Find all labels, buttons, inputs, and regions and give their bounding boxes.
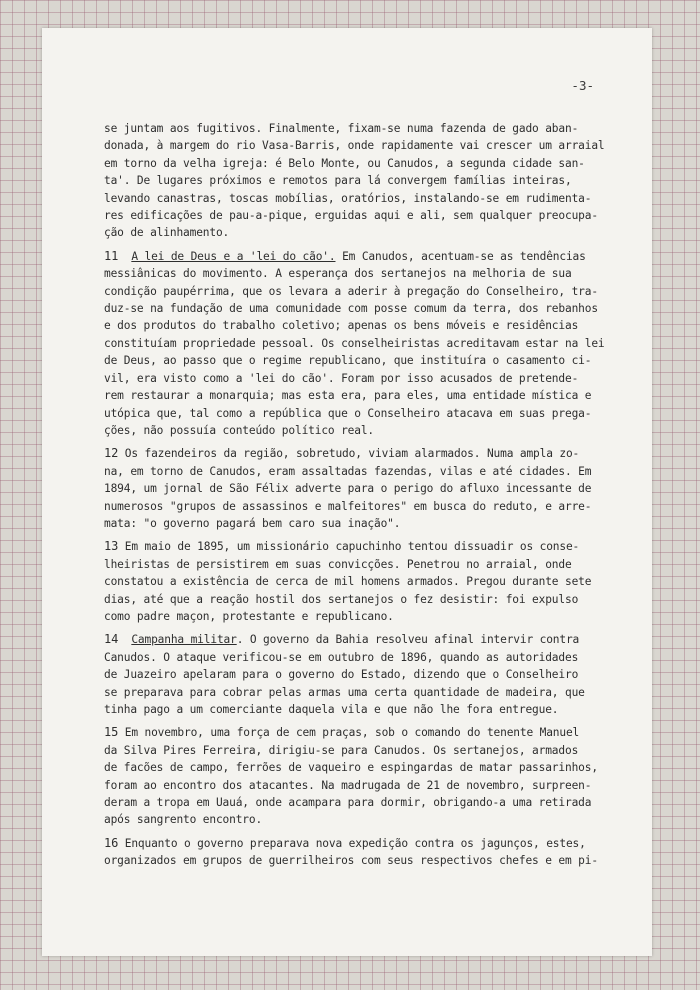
paragraph-12 (104, 445, 624, 532)
text-line: lheiristas de persistirem em suas convicções. Penetrou no arraial, onde (104, 557, 572, 571)
text-line: organizados em grupos de guerrilheiros com seus respectivos chefes e em pi- (104, 854, 598, 868)
text-run: Os fazendeiros da região, sobretudo, viviam alarmados. Numa ampla zo- (118, 447, 580, 461)
paragraph-first-line (104, 631, 624, 648)
paragraph-first-line (104, 538, 624, 555)
section-heading: Campanha militar (131, 633, 237, 647)
text-line: res edificações de pau-a-pique, erguidas aqui e ali, sem qualquer preocupa- (104, 209, 598, 223)
text-line: da Silva Pires Ferreira, dirigiu-se para Canudos. Os sertanejos, armados (104, 743, 579, 757)
paragraph-first-line (104, 445, 624, 462)
paragraph-13 (104, 538, 624, 625)
text-line: constatou a existência de cerca de mil homens armados. Pregou durante sete (104, 575, 592, 589)
paragraph-first-line (104, 835, 624, 852)
text-line: constituíam propriedade pessoal. Os conselheiristas acreditavam estar na lei (104, 336, 605, 350)
text-run: Em maio de 1895, um missionário capuchinho tentou dissuadir os conse- (118, 540, 580, 554)
page-body (104, 120, 624, 876)
text-line: deram a tropa em Uauá, onde acampara para dormir, obrigando-a uma retirada (104, 796, 592, 810)
paragraph-number: 16 (104, 835, 119, 850)
paragraph-number: 14 (104, 632, 119, 647)
text-line: ções, não possuía conteúdo político real. (104, 423, 375, 437)
text-line: vil, era visto como a 'lei do cão'. Foram por isso acusados de pretende- (104, 371, 579, 385)
text-line: como padre maçon, protestante e republicano. (104, 609, 394, 623)
text-line: levando canastras, toscas mobílias, oratórios, instalando-se em rudimenta- (104, 191, 592, 205)
section-heading: A lei de Deus e a 'lei do cão'. (131, 249, 336, 263)
paragraph-first-line (104, 724, 624, 741)
text-line: rem restaurar a monarquia; mas esta era, para eles, uma entidade mística e (104, 389, 592, 403)
paragraph-14 (104, 631, 624, 718)
text-line: se preparava para cobrar pelas armas uma certa quantidade de madeira, que (104, 685, 585, 699)
paragraph-15 (104, 724, 624, 828)
text-line: utópica que, tal como a república que o Conselheiro atacava em suas prega- (104, 406, 592, 420)
text-run: Enquanto o governo preparava nova expedição contra os jagunços, estes, (118, 836, 586, 850)
text-run: Em Canudos, acentuam-se as tendências (335, 249, 586, 263)
text-line: messiânicas do movimento. A esperança dos sertanejos na melhoria de sua (104, 267, 572, 281)
text-run: Em novembro, uma força de cem praças, sob o comando do tenente Manuel (118, 726, 580, 740)
paragraph-10-continued (104, 120, 624, 242)
paragraph-number: 15 (104, 725, 119, 740)
text-line: na, em torno de Canudos, eram assaltadas fazendas, vilas e até cidades. Em (104, 464, 592, 478)
text-line: condição paupérrima, que os levara a aderir à pregação do Conselheiro, tra- (104, 284, 598, 298)
text-line: dias, até que a reação hostil dos sertanejos o fez desistir: foi expulso (104, 592, 579, 606)
text-line: foram ao encontro dos atacantes. Na madrugada de 21 de novembro, surpreen- (104, 778, 592, 792)
paragraph-number: 11 (104, 248, 119, 263)
text-line: de Deus, ao passo que o regime republicano, que instituíra o casamento ci- (104, 354, 592, 368)
text-line: donada, à margem do rio Vasa-Barris, onde rapidamente vai crescer um arraial (104, 139, 605, 153)
text-line: 1894, um jornal de São Félix adverte para o perigo do afluxo incessante de (104, 482, 592, 496)
text-line: ção de alinhamento. (104, 226, 230, 240)
text-line: mata: "o governo pagará bem caro sua inação". (104, 516, 401, 530)
text-line: Canudos. O ataque verificou-se em outubro de 1896, quando as autoridades (104, 650, 579, 664)
text-line: se juntam aos fugitivos. Finalmente, fixam-se numa fazenda de gado aban- (104, 122, 579, 135)
text-line: ta'. De lugares próximos e remotos para lá convergem famílias inteiras, (104, 174, 572, 188)
text-line: tinha pago a um comerciante daquela vila e que não lhe fora entregue. (104, 703, 559, 716)
text-line: duz-se na fundação de uma comunidade com posse comum da terra, dos rebanhos (104, 302, 598, 316)
paragraph-11 (104, 248, 624, 439)
paragraph-first-line (104, 248, 624, 265)
text-line: e dos produtos do trabalho coletivo; apenas os bens móveis e residências (104, 319, 579, 333)
typewritten-page (42, 28, 652, 956)
paragraph-number: 13 (104, 539, 119, 554)
text-run: . O governo da Bahia resolveu afinal intervir contra (236, 633, 580, 647)
page-number: -3- (571, 78, 594, 93)
text-line: numerosos "grupos de assassinos e malfeitores" em busca do reduto, e arre- (104, 499, 592, 513)
text-line: de Juazeiro apelaram para o governo do Estado, dizendo que o Conselheiro (104, 668, 579, 682)
text-line: de facões de campo, ferrões de vaqueiro e espingardas de matar passarinhos, (104, 761, 598, 775)
paragraph-number: 12 (104, 446, 119, 461)
paragraph-16 (104, 835, 624, 870)
text-line: após sangrento encontro. (104, 813, 263, 827)
text-line: em torno da velha igreja: é Belo Monte, ou Canudos, a segunda cidade san- (104, 156, 585, 170)
